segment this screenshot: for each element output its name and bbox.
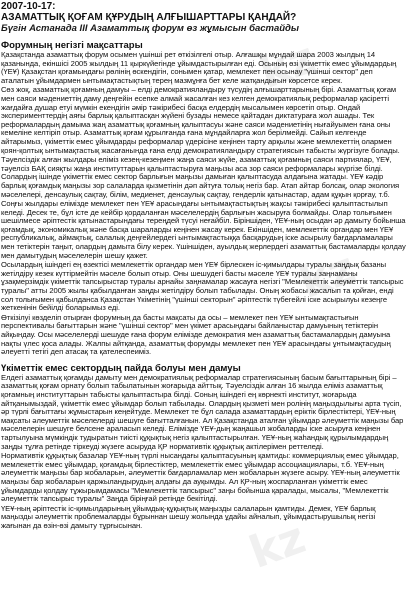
paragraph: Қазақстанда азаматтық форум осымен үшінші рет өткізілгелі отыр. Алғашқы мұндай шара 2003 жылдың 14 қазанында, екіншісі 2005 жылдың 11 қыркүйегінде ұйымдастырылған еді. Осының өзі үкіметтік емес ұйымдардың (ҮЕҰ) Қазақстан қоғамындағы рөлінің өскендігін, сонымен қатар, мемлекет пен осынау "үшінші сектор" деп аталатын ұйымдармен ынтымақтастықтың терең мазмұнға бет келе жатқандығын көрсетсе керек. <box>1 50 397 85</box>
paragraph: Тәуелсіздік алған жылдары еліміз кезең-кезеңмен жаңа саяси жүйе, азаматтық қоғамның саяси партиялар, ҮЕҰ, тәуелсіз БАҚ сияқты жаңа институттарын қалыптастыруға маңызы аса зор саяси реформалары жүргізе білді. Солардың ішінде үкіметтік емес сектор барлығын маңызы дамыған қалыптасуда алдағына жатады. ҮЕҰ кәдір барлық қоғамдық маңызы зор салаларда қызметінін дәп айтуға толық негіз бар. Атап айтар болсақ, олар экология мәселелері, денсаулық сақтау, білім, медиенет, денсаулық сақтау, гендерлік қатынастар, адам құқын қорғау, т.б. <box>1 155 400 199</box>
section-heading: Үкіметтік емес сектордың пайда болуы мен дамуы <box>1 362 241 374</box>
article-title: АЗАМАТТЫҚ ҚОҒАМ ҚҰРУДЫҢ АЛҒЫШАРТТАРЫ ҚАНДАЙ? <box>1 12 297 23</box>
paragraph: ҮЕҰ-ның әріптестік іс-қимылдарының ұйымдық-құқықтық маңызды салаларын қамтиды. Демек, ҮЕҰ барлық маңызды әлеуметтік проблемаларды бұрыннан шешу жолында ұдайы айналып, ұйымдастырушылық негізі жағынан да өзін-өзі дамыту тұрғысынан. <box>1 503 376 530</box>
paragraph: Өткізілуі көзделіп отырған форумның да басты мақсаты да осы – мемлекет пен ҮЕҰ ынтымақтастығын перспективалы бағыттарын және "үшінші сектор" мен үкімет арасындағы байланыстар дамуының тетіктерін айқындау. Осы мәселелерді шешуде ғана форум елімізде демократия мен азаматтық бастамалардың дамуына нақты үлес қоса алады. Жалпы айтқанда, азаматтық форумды мемлекет пен ҮЕҰ арасындағы ұнтымақтасудың әлеуетті тетігі деп атасақ та қателеспеиміз. <box>1 312 391 357</box>
watermark: kz <box>292 242 362 309</box>
watermark: kz <box>242 512 312 579</box>
section-heading: Форумның негізгі мақсаттары <box>1 40 143 51</box>
paragraph: Сөз жоқ, азаматтық қоғамның дамуы – елді демократияландыру түсудің алғышарттарының бірі. Азаматтық қоғам мен саяси мәдениеттің даму деңгейін есепке алмай жасалған кез келген демократиялық реформалар қасіретті жағдайға душар етуі мүмкін екендігін әмір тәжірибесі басқа елдердің мысалымен көрсетіп отыр. Ондай эксперименттердің аяғы барлық қалыптасқан жүйені бузады немесе қайтадан диктатураға жол ашады. Тек реформалардың дамыма жаң азаматтық қоғамның қалыптасуы және саяси мәдениетінің нығайуымен ғана оны кемеліне келтіріп отыр. Азаматтық қоғам құрылғанда ғана мұндайларға жол берілмейді. Сайып келгенде айтарымыз, үкіметтік емес ұйымдарды реформалар үдерісіне кеңінен тарту арқылы және мемлекеттің олармен қоян-қолтық ынтымақтастық жасағанында ғана елді демократияландыру стратегиясын табысты жүргізуге болады. <box>1 85 400 155</box>
watermark: kz <box>252 32 322 99</box>
paragraph: Осылардың ішіндегі ең өзектісі мемлекеттік органдар мен ҮЕҰ бірлескен іс-қимылдары туралы заңдық базаны жетілдіру кезек күттірмейтін мәселе болып отыр. Оны шешудегі басты мәселе ҮЕҰ туралы заңнаманы ұзақмерзімдік үкіметтік тапсырыстар туралы арнайы заңнамалар жасауға негізгі "Мемлекеттік әлеуметтік тапсырыс туралы" атты 2005 жылы қабылданған заңды жетілдіру болып табылады. Оның жобасы жасалып та қойған, енді сол толығымен қабылданса Қазақстан Үкіметінің "үшінші секторын" әріптестік түбегейлі іске асырылуы кезеңге жеткенінін бейілді боларымыз еді. <box>1 260 404 313</box>
article-subtitle: Бүгін Астанада III Азаматтық форум өз жұмысын бастайды <box>1 23 300 34</box>
paragraph: Нормативтік құқықтық базалар ҮЕҰ-ның түрлі нысандағы қалыптасуының қамтиды: коммерциялық емес ұйымдар, мемлекеттік емес ұйымдар, қоғамдық бірлестіктер, мемлекеттік емес ұйымдар ассоциациялары, т.б. ҮЕҰ-ның әлеуметтік маңызы бар жобаларын, әлеуметтік бағдарламалар мен жобаларын жүзеге асыру. ҮЕҰ-ның әлеуметтік маңызы бар жобаларын қаржыландырудың алдағы да ауқымды. Ал ҚР-ның жоспарланған үкіметтік емес ұйымдарды қолдау тұжырымдамасы "Мемлекеттік тапсырыс" заңы бойынша қаралады, мысалы, "Мемлекеттік әлеуметтік тапсырыс туралы" Заңда біріңғай ретінде бекітілді. <box>1 451 400 504</box>
article <box>1 1 407 531</box>
paragraph: Елдегі азаматтық қоғамды дамыту мен демократиялық реформалар стратегиясының басым бағыттарының бірі – азаматтық қоғам орнату болып табылатынын жоғарыда айттық. Тәуелсіздік алған 16 жылда еліміз азаматтық қоғамның институттарын табысты қалыптастыра білді. Соның ішіндегі ең көрнекті институт, жоғарыда айтқанымыздай, үкіметтік емес ұйымдар болып табылады. Олардың қызметі мен ролінің маңыздылығы арта түсіп, әр түрлі бағыттағы жұмыстарын кеңейтуде. Мемлекет те бұл салада азаматтардың еріктік бірлестіктері, ҮЕҰ-ның мақсаты әлеуметтік мәселелерді шешуге бағытталғанын. Ал Қазақстанда аталған ұйымдар әлеуметтік маңызы бар мәселелерін шешуге белсене араласып келеді. Елімізде ҮЕҰ-дың жаңашыл жобаларды іске асыруға кеңінен тартылуына мүмкіндік тудыратын тиісті құқықтық негіз қалыптастырылған. ҮЕҰ-ның жаһандық құрылымдардың заңды тұлға ретінде тіркеуді жүзеге асыруда ҚР нормативтік құқықтық актілерімен реттеледі. <box>1 372 404 451</box>
article-date: 2007-10-17: <box>1 1 56 12</box>
paragraph: Соңғы жылдары елімізде мемлекет пен ҮЕҰ арасындағы ынтымақтастықтың жақсы тәжірибесі қалыптастылып келеді. Десек те, бұл істе де кейбір қордаланған мәселелердің барлығын жасыруға болмайды. Олар толығымен шешілмесе әріптестік қатынастарындағы тереңдей түсуі неғайбіл. Біріншіден, ҮЕҰ-ның осыдан әр дамыту бойынша қоғамдық, экономикалық және басқа шараларды кеңінен жасау керек. Екіншіден, мемлекеттік органдар мен ҮЕҰ республикалық, аймақтық, салалық деңгейлердегі ынтымақтастыққа басқарудың іске асырылу бағдарламалары мен тетіктерін таңыт, олардың дамыта білу керек. Үшіншіден, ауылдық жерлердегі азаматтық бастамаларды қолдау мен дамытудың мәселелерін шешу қажет. <box>1 199 406 260</box>
